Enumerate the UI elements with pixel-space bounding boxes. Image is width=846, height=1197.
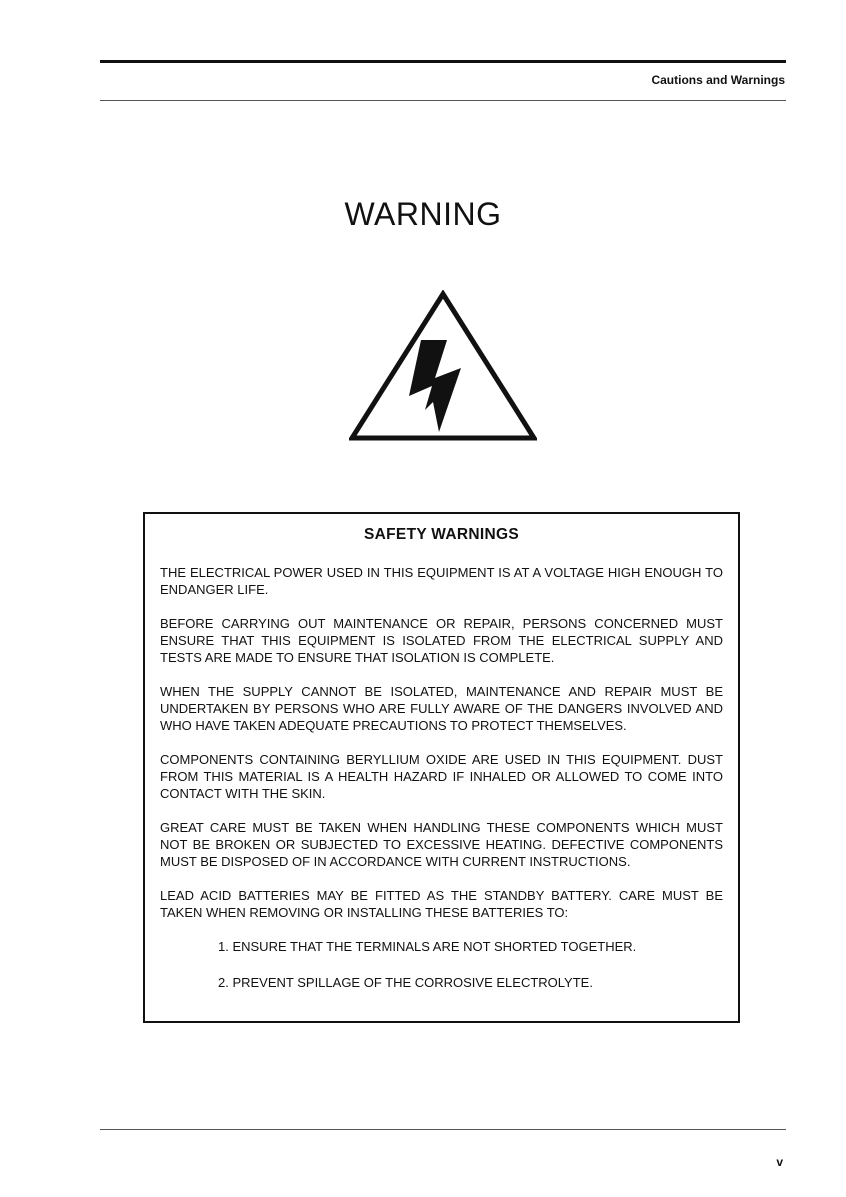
safety-list-item: 2. PREVENT SPILLAGE OF THE CORROSIVE ELECTROLYTE. [218, 975, 593, 990]
safety-warnings-title: SAFETY WARNINGS [364, 526, 519, 543]
header-bottom-rule [100, 100, 786, 101]
page-title: WARNING [344, 196, 502, 232]
header-top-rule [100, 60, 786, 63]
safety-list-item: 1. ENSURE THAT THE TERMINALS ARE NOT SHORTED TOGETHER. [218, 939, 637, 954]
safety-paragraph: THE ELECTRICAL POWER USED IN THIS EQUIPMENT IS AT A VOLTAGE HIGH ENOUGH TO ENDANGER LIFE. [160, 565, 723, 597]
high-voltage-warning-icon [349, 290, 537, 442]
safety-paragraph: BEFORE CARRYING OUT MAINTENANCE OR REPAIR, PERSONS CONCERNED MUST ENSURE THAT THIS EQUIPMENT IS ISOLATED FROM THE ELECTRICAL SUPPLY AND TESTS ARE MADE TO ENSURE THAT ISOLATION IS COMPLETE. [160, 616, 723, 665]
footer-rule [100, 1129, 786, 1130]
page-number: v [776, 1155, 783, 1169]
safety-warnings-box [143, 512, 740, 1023]
safety-paragraph: LEAD ACID BATTERIES MAY BE FITTED AS THE STANDBY BATTERY. CARE MUST BE TAKEN WHEN REMOVING OR INSTALLING THESE BATTERIES TO: [160, 888, 723, 920]
safety-paragraph: COMPONENTS CONTAINING BERYLLIUM OXIDE ARE USED IN THIS EQUIPMENT. DUST FROM THIS MATERIAL IS A HEALTH HAZARD IF INHALED OR ALLOWED TO COME INTO CONTACT WITH THE SKIN. [160, 752, 723, 801]
safety-paragraph: GREAT CARE MUST BE TAKEN WHEN HANDLING THESE COMPONENTS WHICH MUST NOT BE BROKEN OR SUBJECTED TO EXCESSIVE HEATING. DEFECTIVE COMPONENTS MUST BE DISPOSED OF IN ACCORDANCE WITH CURRENT INSTRUCTIONS. [160, 820, 723, 869]
safety-paragraph: WHEN THE SUPPLY CANNOT BE ISOLATED, MAINTENANCE AND REPAIR MUST BE UNDERTAKEN BY PERSONS WHO ARE FULLY AWARE OF THE DANGERS INVOLVED AND WHO HAVE TAKEN ADEQUATE PRECAUTIONS TO PROTECT THEMSELVES. [160, 684, 723, 733]
section-title: Cautions and Warnings [651, 73, 785, 87]
